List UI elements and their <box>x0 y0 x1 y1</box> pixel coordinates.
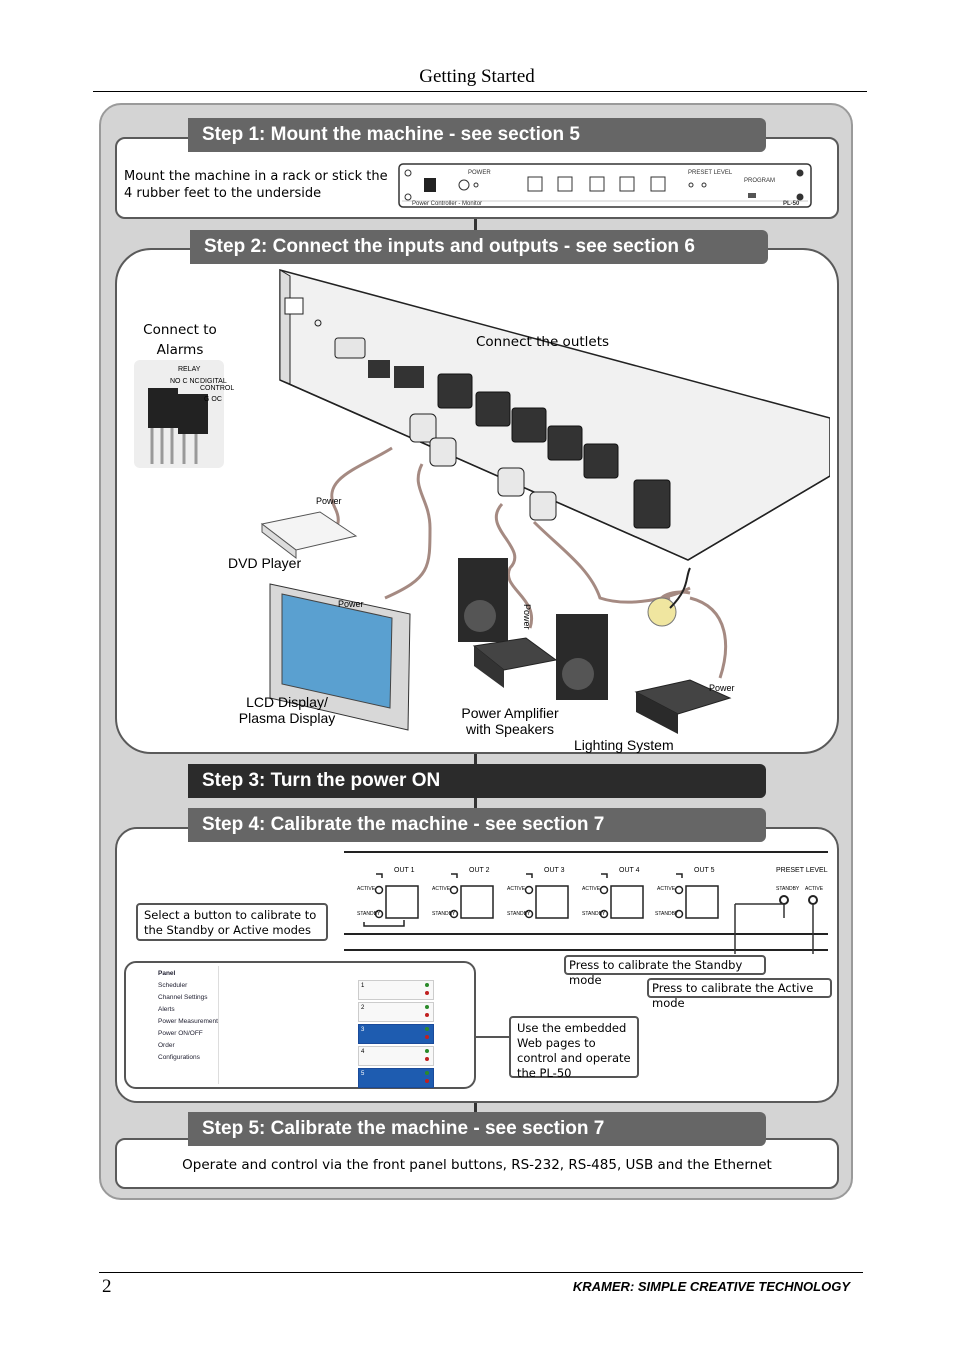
digital-control-label: DIGITAL CONTROL <box>200 378 235 392</box>
active-label-4: ACTIVE <box>582 886 601 892</box>
step2-bar: Step 2: Connect the inputs and outputs - see section 6 <box>190 230 768 264</box>
relay-label: RELAY <box>178 366 201 373</box>
dvd-power-label: Power <box>316 496 342 506</box>
front-panel-program-label: PROGRAM <box>744 178 776 184</box>
dvd-player-label: DVD Player <box>228 555 302 571</box>
channel-row[interactable]: 3 <box>358 1024 434 1044</box>
standby-callout: Press to calibrate the Standby mode <box>564 955 766 975</box>
active-label-3: ACTIVE <box>507 886 526 892</box>
active-callout: Press to calibrate the Active mode <box>647 978 832 998</box>
channel-row[interactable]: 4 <box>358 1046 434 1066</box>
lighting-system-label: Lighting System <box>574 737 674 753</box>
front-panel-model: PL-50 <box>783 201 800 207</box>
standby-label-5: STANDBY <box>655 911 679 917</box>
web-menu-channel-settings[interactable]: Channel Settings <box>158 994 208 1001</box>
lighting-power-label: Power <box>709 683 735 693</box>
channel-row[interactable]: 1 <box>358 980 434 1000</box>
web-ui-divider <box>218 966 219 1084</box>
lcd-power-label: Power <box>338 599 364 609</box>
header-rule <box>93 91 867 92</box>
footer-rule <box>99 1272 863 1273</box>
connect-alarms-label: Connect to Alarms <box>143 322 217 358</box>
web-menu-power-measurement[interactable]: Power Measurement <box>158 1018 218 1025</box>
power-amplifier-label: Power Amplifier with Speakers <box>461 705 559 737</box>
out4-label: OUT 4 <box>619 867 640 874</box>
standby-label-4: STANDBY <box>582 911 606 917</box>
nocnc-label: NO C NC <box>170 378 200 385</box>
step1-bar: Step 1: Mount the machine - see section 5 <box>188 118 766 152</box>
standby-label-3: STANDBY <box>507 911 531 917</box>
active-label-1: ACTIVE <box>357 886 376 892</box>
channel-row[interactable]: 5 <box>358 1068 434 1088</box>
step1-text: Mount the machine in a rack or stick the 4 rubber feet to the underside <box>124 169 388 201</box>
web-ui-channel-list <box>358 980 434 1088</box>
out3-label: OUT 3 <box>544 867 565 874</box>
footer-brand: KRAMER: SIMPLE CREATIVE TECHNOLOGY <box>572 1279 850 1294</box>
preset-active-label: ACTIVE <box>805 886 824 892</box>
web-callout-connector <box>476 1036 510 1038</box>
web-menu-panel[interactable]: Panel <box>158 970 176 977</box>
web-menu-configurations[interactable]: Configurations <box>158 1054 200 1061</box>
step5-text: Operate and control via the front panel buttons, RS-232, RS-485, USB and the Ethernet <box>182 1157 772 1173</box>
step3-bar: Step 3: Turn the power ON <box>188 764 766 798</box>
standby-label-1: STANDBY <box>357 911 381 917</box>
web-ui-menu <box>158 968 220 1064</box>
web-menu-power-order[interactable]: Power ON/OFF Order <box>158 1030 203 1049</box>
connect-outlets-label: Connect the outlets <box>476 334 610 350</box>
front-panel-preset-label: PRESET LEVEL <box>688 170 733 176</box>
step5-bar: Step 5: Calibrate the machine - see section 7 <box>188 1112 766 1146</box>
channel-row[interactable]: 2 <box>358 1002 434 1022</box>
standby-label-2: STANDBY <box>432 911 456 917</box>
goc-label: G OC <box>204 396 222 403</box>
button-panel-drawing <box>344 850 832 954</box>
preset-standby-label: STANDBY <box>776 886 800 892</box>
page-number: 2 <box>102 1276 112 1297</box>
front-panel-power-label: POWER <box>468 170 491 176</box>
select-button-callout: Select a button to calibrate to the Standby or Active modes <box>136 903 328 941</box>
front-panel-subtitle: Power Controller - Monitor <box>412 201 483 207</box>
amp-power-label: Power <box>522 604 532 630</box>
page-header-title: Getting Started <box>419 66 535 87</box>
active-label-5: ACTIVE <box>657 886 676 892</box>
out5-label: OUT 5 <box>694 867 715 874</box>
web-menu-scheduler[interactable]: Scheduler <box>158 982 188 989</box>
preset-level-label: PRESET LEVEL <box>776 867 828 874</box>
out1-label: OUT 1 <box>394 867 415 874</box>
web-pages-callout: Use the embedded Web pages to control and operate the PL-50 <box>509 1016 639 1078</box>
out2-label: OUT 2 <box>469 867 490 874</box>
lcd-display-label: LCD Display/ Plasma Display <box>238 694 336 726</box>
active-label-2: ACTIVE <box>432 886 451 892</box>
web-menu-alerts[interactable]: Alerts <box>158 1006 175 1013</box>
step4-bar: Step 4: Calibrate the machine - see section 7 <box>188 808 766 842</box>
